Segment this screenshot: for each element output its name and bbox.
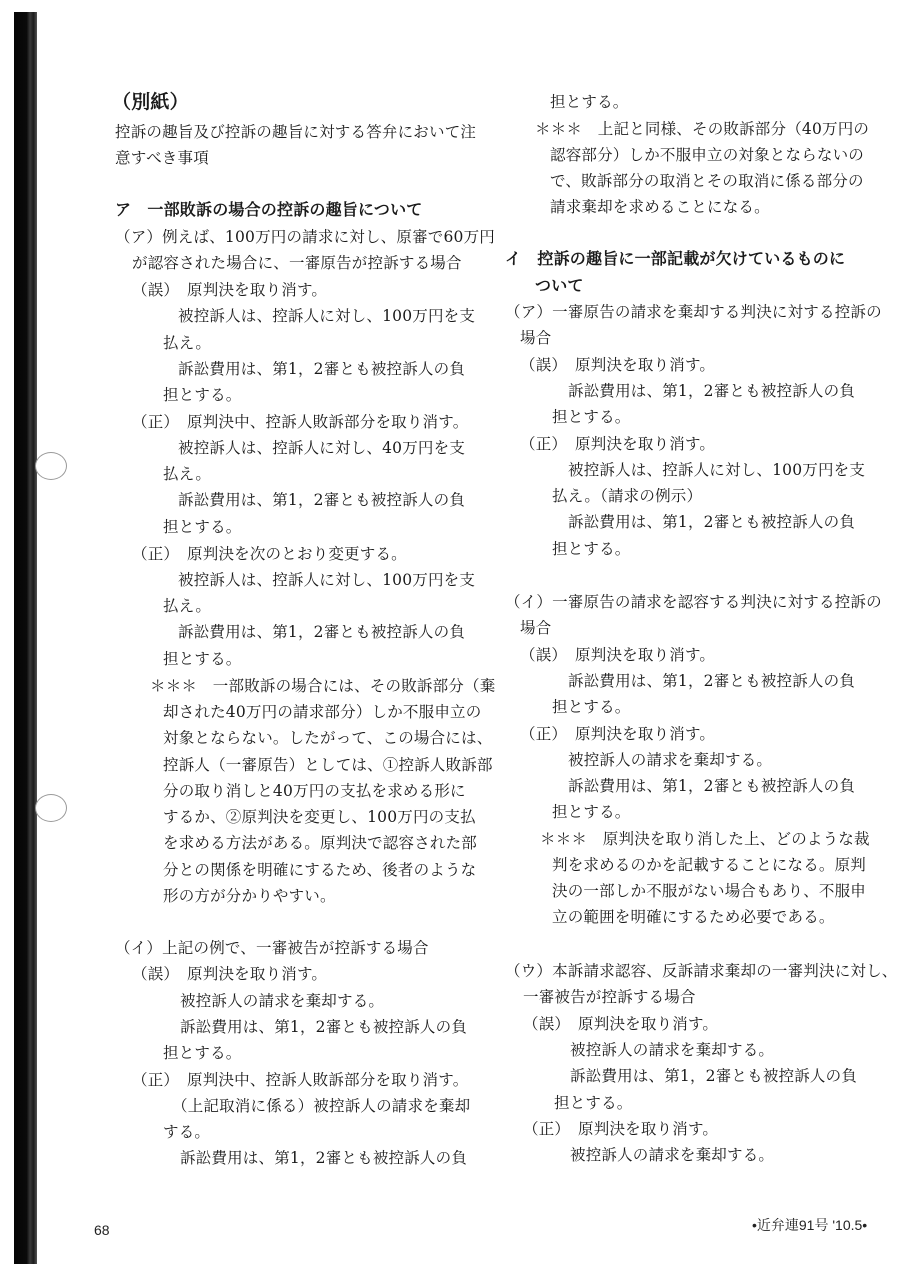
text-line: （正） 原判決を次のとおり変更する。 <box>132 545 407 563</box>
binding-strip <box>14 12 37 1264</box>
text-line: 訴訟費用は、第1，2審とも被控訴人の負 <box>178 623 466 641</box>
text-line: （正） 原判決を取り消す。 <box>520 725 716 743</box>
text-line: 訴訟費用は、第1，2審とも被控訴人の負 <box>568 672 856 690</box>
note-line: ＊＊＊ 上記と同様、その敗訴部分（40万円の <box>535 120 870 138</box>
text-line: （誤） 原判決を取り消す。 <box>132 281 328 299</box>
section-heading-i: イ 控訴の趣旨に一部記載が欠けているものに <box>505 249 846 268</box>
note-line: ＊＊＊ 一部敗訴の場合には、その敗訴部分（棄 <box>150 677 496 695</box>
page-number: 68 <box>94 1222 110 1238</box>
text-line: 被控訴人は、控訴人に対し、100万円を支 <box>178 571 476 589</box>
document-title: （別紙） <box>112 91 189 113</box>
text-line: （誤） 原判決を取り消す。 <box>523 1015 719 1033</box>
text-line: 訴訟費用は、第1，2審とも被控訴人の負 <box>568 382 856 400</box>
text-line: （上記取消に係る）被控訴人の請求を棄却 <box>172 1097 471 1115</box>
text-line: 訴訟費用は、第1，2審とも被控訴人の負 <box>568 513 856 531</box>
punch-hole-top <box>35 452 67 480</box>
text-line: （イ）一審原告の請求を認容する判決に対する控訴の <box>505 593 882 611</box>
text-line: （正） 原判決中、控訴人敗訴部分を取り消す。 <box>132 1071 469 1089</box>
text-line: （正） 原判決中、控訴人敗訴部分を取り消す。 <box>132 413 469 431</box>
note-line: 請求棄却を求めることになる。 <box>550 198 770 216</box>
publication-footer: •近弁連91号 '10.5• <box>752 1217 868 1233</box>
note-line: 判を求めるのかを記載することになる。原判 <box>552 856 867 874</box>
note-line: 対象とならない。したがって、この場合には、 <box>163 729 493 747</box>
note-line: で、敗訴部分の取消とその取消に係る部分の <box>550 172 864 190</box>
section-heading-a: ア 一部敗訴の場合の控訴の趣旨について <box>115 200 423 219</box>
text-line: （正） 原判決を取り消す。 <box>520 435 716 453</box>
subtitle-line: 控訴の趣旨及び控訴の趣旨に対する答弁において注 <box>115 123 477 141</box>
text-line: （誤） 原判決を取り消す。 <box>132 965 328 983</box>
text-line: 担とする。 <box>163 386 242 404</box>
note-line: 却された40万円の請求部分）しか不服申立の <box>163 703 482 721</box>
text-line: 訴訟費用は、第1，2審とも被控訴人の負 <box>180 1018 468 1036</box>
note-line: ＊＊＊ 原判決を取り消した上、どのような裁 <box>540 830 870 848</box>
note-line: 分との関係を明確にするため、後者のような <box>163 861 477 879</box>
text-line: 担とする。 <box>163 518 242 536</box>
subtitle-line: 意すべき事項 <box>115 149 209 167</box>
text-line: 被控訴人の請求を棄却する。 <box>570 1041 775 1059</box>
text-line: 訴訟費用は、第1，2審とも被控訴人の負 <box>570 1067 858 1085</box>
note-line: 分の取り消しと40万円の支払を求める形に <box>163 782 466 800</box>
text-line: 訴訟費用は、第1，2審とも被控訴人の負 <box>568 777 856 795</box>
text-line: 被控訴人は、控訴人に対し、100万円を支 <box>568 461 866 479</box>
text-line: 担とする。 <box>163 1044 242 1062</box>
text-line: 被控訴人の請求を棄却する。 <box>570 1146 775 1164</box>
text-line: 被控訴人は、控訴人に対し、100万円を支 <box>178 307 476 325</box>
text-line: 払え。 <box>163 597 212 615</box>
text-line: （誤） 原判決を取り消す。 <box>520 356 716 374</box>
text-line: が認容された場合に、一審原告が控訴する場合 <box>132 254 462 272</box>
text-line: 訴訟費用は、第1，2審とも被控訴人の負 <box>178 360 466 378</box>
text-line: （ア）一審原告の請求を棄却する判決に対する控訴の <box>505 303 882 321</box>
text-line: 払え。 <box>163 334 212 352</box>
text-line: 担とする。 <box>554 1094 633 1112</box>
note-line: 認容部分）しか不服申立の対象とならないの <box>550 146 865 164</box>
text-line: 場合 <box>520 329 552 347</box>
text-line: 担とする。 <box>552 803 631 821</box>
text-line: 担とする。 <box>552 408 631 426</box>
text-line: 訴訟費用は、第1，2審とも被控訴人の負 <box>180 1149 468 1167</box>
text-line: （誤） 原判決を取り消す。 <box>520 646 716 664</box>
text-line: 被控訴人の請求を棄却する。 <box>180 992 385 1010</box>
text-line: 払え。（請求の例示） <box>552 487 703 505</box>
note-line: 決の一部しか不服がない場合もあり、不服申 <box>552 882 867 900</box>
text-line: 訴訟費用は、第1，2審とも被控訴人の負 <box>178 491 466 509</box>
text-line: 被控訴人の請求を棄却する。 <box>568 751 773 769</box>
text-line: （正） 原判決を取り消す。 <box>523 1120 719 1138</box>
text-line: する。 <box>163 1123 211 1141</box>
text-line: 場合 <box>520 619 552 637</box>
text-line: （ウ）本訴請求認容、反訴請求棄却の一審判決に対し、 <box>505 962 898 980</box>
text-line: 被控訴人は、控訴人に対し、40万円を支 <box>178 439 466 457</box>
text-line: 担とする。 <box>550 93 629 111</box>
note-line: を求める方法がある。原判決で認容された部 <box>163 834 478 852</box>
text-line: 担とする。 <box>552 698 631 716</box>
text-line: （イ）上記の例で、一審被告が控訴する場合 <box>115 939 429 957</box>
punch-hole-bottom <box>35 794 67 822</box>
text-line: 払え。 <box>163 465 212 483</box>
note-line: 形の方が分かりやすい。 <box>163 887 336 905</box>
text-line: 担とする。 <box>163 650 242 668</box>
note-line: 立の範囲を明確にするため必要である。 <box>552 908 835 926</box>
text-line: （ア）例えば、100万円の請求に対し、原審で60万円 <box>115 228 496 246</box>
text-line: 担とする。 <box>552 540 631 558</box>
note-line: 控訴人（一審原告）としては、①控訴人敗訴部 <box>163 756 493 774</box>
section-heading-i-cont: ついて <box>535 276 584 295</box>
note-line: するか、②原判決を変更し、100万円の支払 <box>163 808 476 826</box>
text-line: 一審被告が控訴する場合 <box>523 988 696 1006</box>
